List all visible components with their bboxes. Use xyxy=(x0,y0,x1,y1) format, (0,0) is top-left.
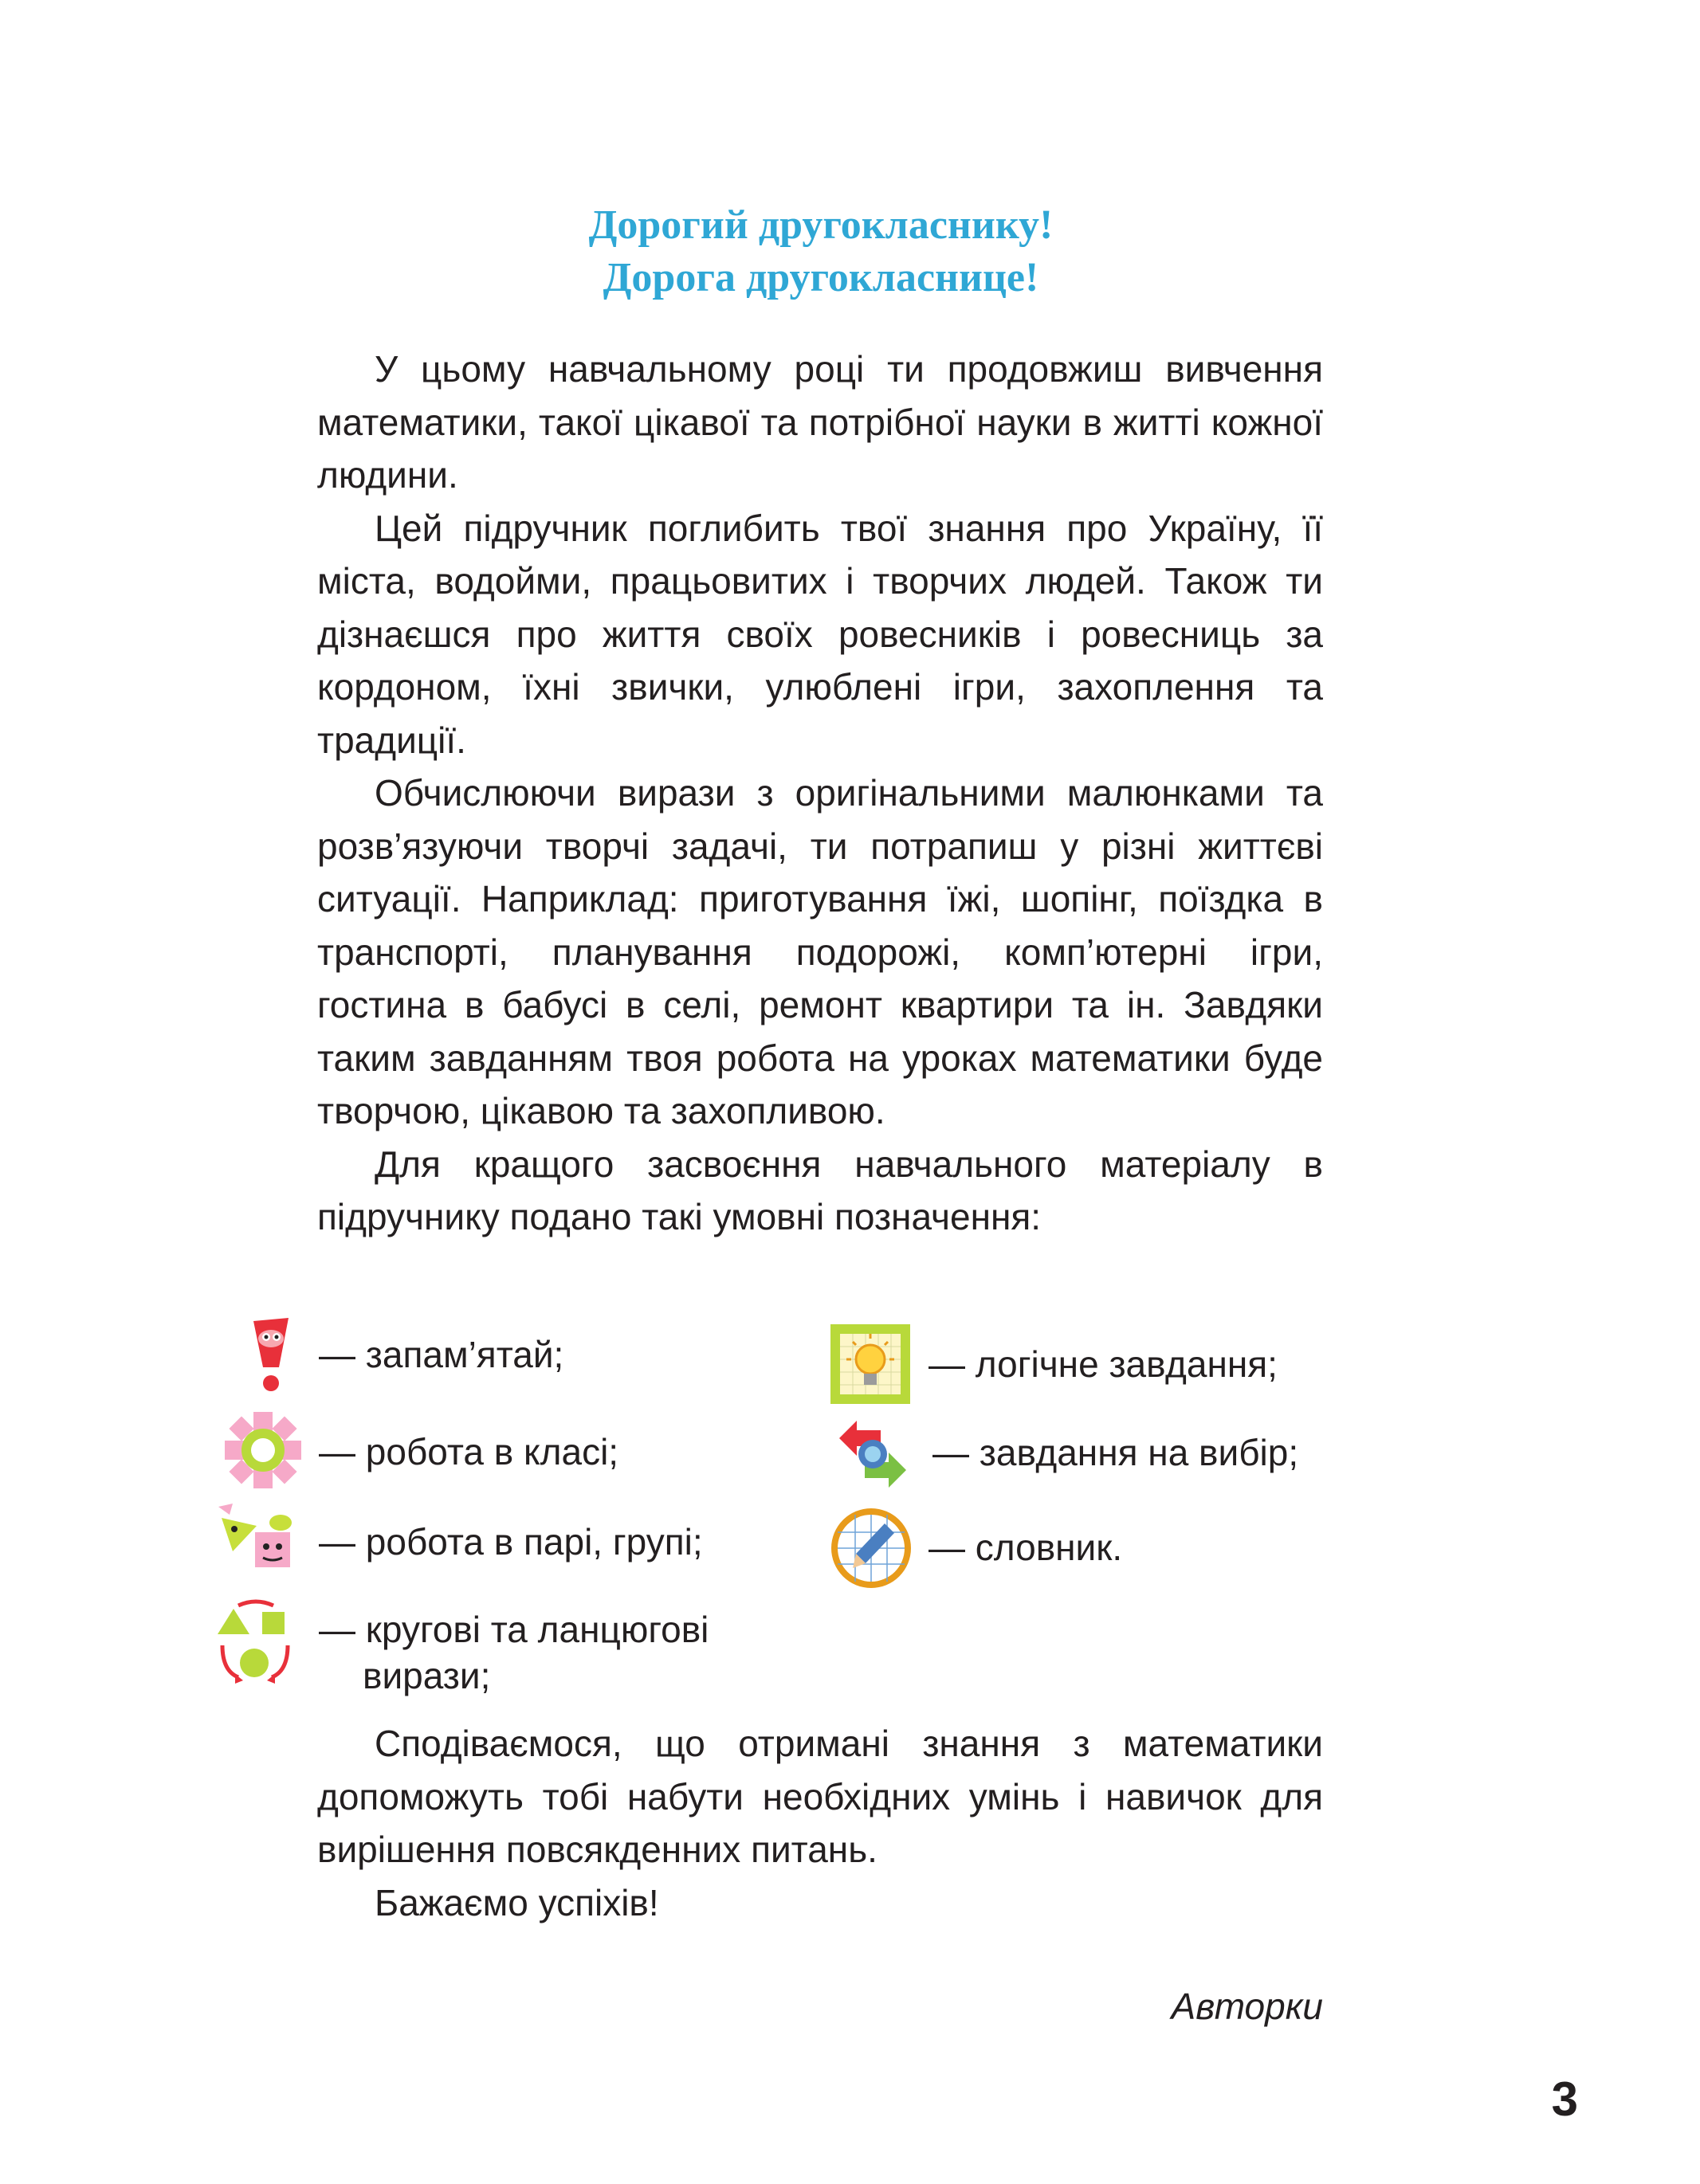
intro-paragraph-1: У цьому навчальному році ти продовжиш вивчення математики, такої цікавої та потрібної науки в житті кожної людини. xyxy=(317,348,1323,496)
legend-dictionary xyxy=(829,1506,1307,1594)
legend-logic xyxy=(829,1323,1371,1410)
flower-icon xyxy=(223,1410,303,1490)
page-title xyxy=(303,199,1339,304)
arrows-choice-icon xyxy=(833,1414,913,1494)
legend-circular xyxy=(211,1598,785,1701)
legend-choice-label: — завдання на вибір; xyxy=(932,1432,1299,1473)
pencil-globe-icon xyxy=(829,1506,913,1590)
page-number: 3 xyxy=(1551,2072,1578,2126)
legend-circular-label-2: вирази; xyxy=(363,1655,491,1696)
intro-paragraph-2: Цей підручник поглибить твої знання про Україну, її міста, водойми, працьовитих і творчих людей. Також ти дізнаєшся про життя своїх ровесників і ровесниць за кордоном, їхні звички, улюблені ігри, захоплення та традиції. xyxy=(317,507,1323,761)
pair-figures-icon xyxy=(215,1502,303,1582)
legend-circular-label-1: — кругові та ланцюгові xyxy=(319,1609,709,1650)
legend-pair-work-label: — робота в парі, групі; xyxy=(319,1521,703,1563)
legend-class-work xyxy=(223,1410,717,1498)
closing-paragraph-1: Сподіваємося, що отримані знання з математики допоможуть тобі набути необхідних умінь і навичок для вирішення повсякденних питань. xyxy=(317,1723,1323,1870)
legend-pair-work xyxy=(215,1502,773,1590)
exclamation-icon xyxy=(239,1315,303,1394)
closing-text xyxy=(317,1717,1323,1929)
lightbulb-icon xyxy=(829,1323,912,1406)
legend-remember xyxy=(239,1315,717,1402)
legend-choice xyxy=(833,1414,1391,1494)
signature: Авторки xyxy=(1171,1986,1323,2027)
title-line-1: Дорогий другокласнику! xyxy=(588,202,1054,248)
legend-dictionary-label: — словник. xyxy=(929,1527,1123,1568)
intro-text xyxy=(317,343,1323,1244)
legend-class-work-label: — робота в класі; xyxy=(319,1431,619,1472)
closing-paragraph-2: Бажаємо успіхів! xyxy=(375,1881,659,1923)
intro-paragraph-4: Для кращого засвоєння навчального матеріалу в підручнику подано такі умовні позначення: xyxy=(317,1143,1323,1237)
circular-shapes-icon xyxy=(211,1598,299,1685)
title-line-2: Дорога другокласнице! xyxy=(603,255,1039,300)
legend-logic-label: — логічне завдання; xyxy=(929,1343,1278,1385)
intro-paragraph-3: Обчислюючи вирази з оригінальними малюнками та розв’язуючи творчі задачі, ти потрапиш у різні життєві ситуації. Наприклад: приготування їжі, шопінг, поїздка в транспорті, планування подорожі, комп’ютерні ігри, гостина в бабусі в селі, ремонт квартири та ін. Завдяки таким завданням твоя робота на уроках математики буде творчою, цікавою та захопливою. xyxy=(317,772,1323,1131)
legend-remember-label: — запам’ятай; xyxy=(319,1334,564,1375)
